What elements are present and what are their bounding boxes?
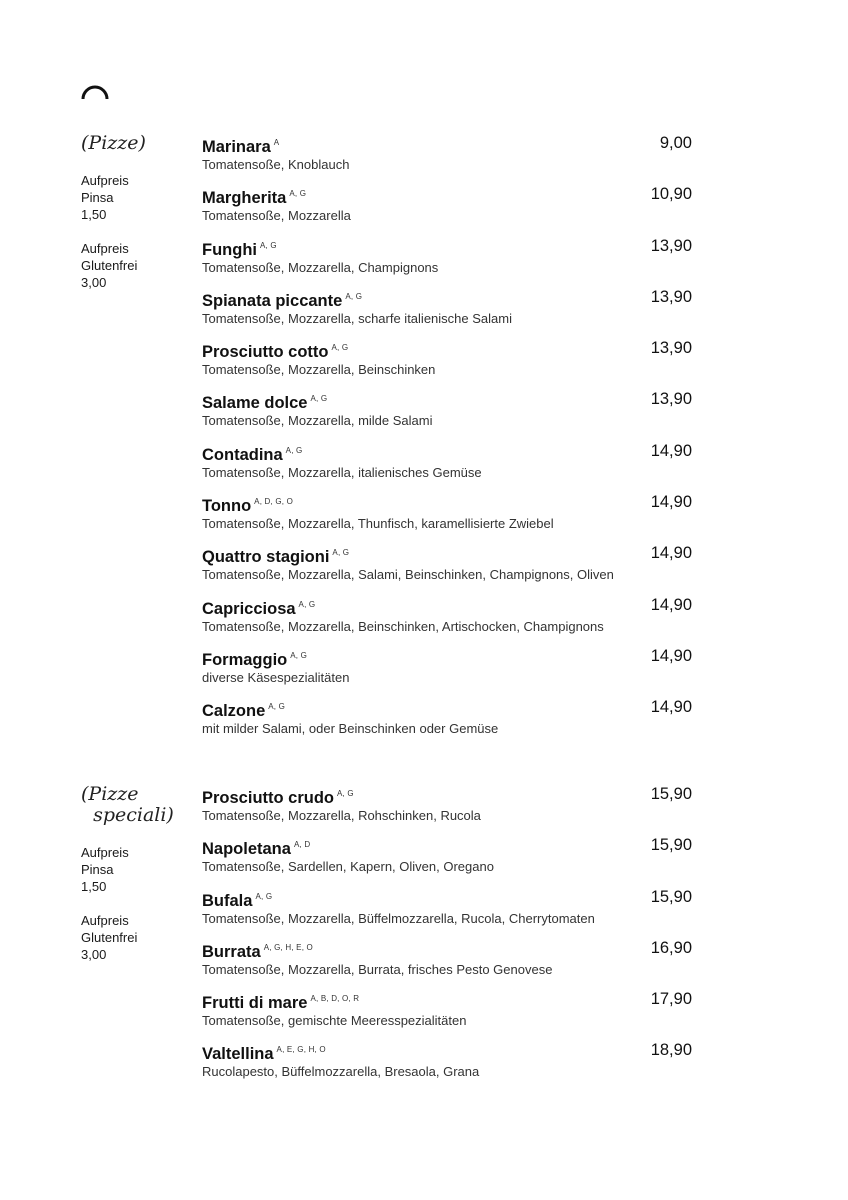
item-name: Burrata: [202, 942, 261, 961]
item-description: Tomatensoße, Mozzarella, Büffelmozzarella, Rucola, Cherrytomaten: [202, 910, 595, 926]
item-description: mit milder Salami, oder Beinschinken oder Gemüse: [202, 721, 499, 737]
item-description: Tomatensoße, Sardellen, Kapern, Oliven, Oregano: [202, 859, 494, 875]
menu-item: [202, 646, 694, 697]
item-price: 16,90: [650, 938, 692, 957]
item-description: Tomatensoße, Knoblauch: [202, 157, 350, 172]
item-description: Tomatensoße, Mozzarella, Burrata, frisches Pesto Genovese: [202, 961, 553, 977]
menu-item: [202, 543, 694, 594]
item-description: Tomatensoße, gemischte Meeresspezialitäten: [202, 1013, 467, 1029]
item-price: 13,90: [650, 287, 692, 306]
section-sidebar: [81, 784, 191, 980]
menu-item: [202, 697, 694, 748]
item-allergens: A: [273, 138, 280, 147]
surcharge-price: 1,50: [81, 207, 107, 222]
item-name: Salame dolce: [202, 394, 308, 413]
item-name: Marinara: [202, 138, 271, 156]
item-name: Bufala: [202, 891, 253, 910]
item-description: Tomatensoße, Mozzarella: [202, 208, 351, 224]
item-description: Tomatensoße, Mozzarella, Beinschinken: [202, 362, 436, 378]
menu-items: [202, 784, 694, 1092]
surcharge-label: Aufpreis: [81, 845, 129, 860]
item-price: 14,90: [650, 441, 692, 460]
menu-item: [202, 887, 694, 938]
menu-items: [202, 133, 694, 749]
item-description: Tomatensoße, Mozzarella, scharfe italienische Salami: [202, 310, 512, 326]
item-price: 10,90: [650, 185, 692, 204]
item-price: 15,90: [650, 785, 692, 803]
menu-item: [202, 389, 694, 440]
menu-item: [202, 784, 694, 835]
item-description: Tomatensoße, Mozzarella, milde Salami: [202, 413, 433, 429]
menu-item: [202, 1040, 694, 1091]
item-allergens: A, G: [310, 394, 328, 404]
surcharge-price: 3,00: [81, 947, 107, 962]
item-allergens: A, G: [255, 891, 273, 901]
menu-item: [202, 338, 694, 389]
section-sidebar: [81, 133, 191, 308]
item-name: Frutti di mare: [202, 994, 308, 1013]
surcharge-price: 1,50: [81, 879, 107, 894]
item-allergens: A, G: [337, 789, 354, 798]
menu-item: [202, 989, 694, 1040]
item-allergens: A, G: [289, 189, 307, 199]
item-allergens: A, D: [293, 840, 311, 850]
item-name: Formaggio: [202, 650, 288, 669]
item-name: Valtellina: [202, 1045, 274, 1064]
item-price: 15,90: [650, 887, 692, 906]
surcharge-pinsa: [81, 844, 191, 895]
item-description: Tomatensoße, Mozzarella, Salami, Beinschinken, Champignons, Oliven: [202, 567, 614, 583]
menu-item: [202, 441, 694, 492]
item-allergens: A, E, G, H, O: [276, 1045, 326, 1055]
item-price: 15,90: [650, 836, 692, 855]
menu-item: [202, 835, 694, 886]
surcharge-label: Aufpreis: [81, 241, 129, 256]
item-price: 13,90: [650, 390, 692, 409]
item-name: Prosciutto cotto: [202, 343, 329, 362]
item-name: Funghi: [202, 240, 257, 259]
item-description: diverse Käsespezialitäten: [202, 669, 350, 685]
menu-item: [202, 236, 694, 287]
surcharge-label: Aufpreis: [81, 913, 129, 928]
item-name: Capricciosa: [202, 599, 296, 618]
item-description: Tomatensoße, Mozzarella, italienisches Gemüse: [202, 464, 482, 480]
item-allergens: A, G: [268, 702, 286, 712]
menu-item: [202, 133, 694, 184]
item-description: Tomatensoße, Mozzarella, Champignons: [202, 259, 439, 275]
item-name: Tonno: [202, 497, 252, 516]
menu-item: [202, 492, 694, 543]
item-description: Tomatensoße, Mozzarella, Rohschinken, Rucola: [202, 808, 481, 823]
menu-item: [202, 184, 694, 235]
item-price: 13,90: [650, 236, 692, 255]
item-price: 9,00: [659, 134, 692, 152]
surcharge-pinsa: [81, 172, 191, 223]
item-allergens: A, G: [259, 240, 277, 250]
item-name: Quattro stagioni: [202, 548, 330, 567]
item-price: 18,90: [650, 1041, 692, 1060]
item-price: 14,90: [650, 544, 692, 563]
item-name: Prosciutto crudo: [202, 789, 335, 807]
item-allergens: A, G, H, E, O: [263, 942, 313, 952]
item-allergens: A, G: [285, 445, 303, 455]
item-description: Rucolapesto, Büffelmozzarella, Bresaola, Grana: [202, 1064, 480, 1080]
item-allergens: A, G: [331, 343, 349, 353]
item-name: Napoletana: [202, 840, 291, 859]
item-price: 14,90: [650, 493, 692, 512]
item-allergens: A, B, D, O, R: [310, 994, 360, 1004]
item-price: 17,90: [650, 990, 692, 1009]
surcharge-type: Glutenfrei: [81, 930, 138, 945]
item-price: 13,90: [650, 339, 692, 358]
surcharge-price: 3,00: [81, 275, 107, 290]
arch-icon: [80, 82, 110, 100]
item-allergens: A, G: [290, 650, 308, 660]
item-allergens: A, G: [345, 291, 363, 301]
item-allergens: A, G: [332, 548, 350, 558]
surcharge-type: Pinsa: [81, 190, 114, 205]
item-name: Margherita: [202, 189, 287, 208]
surcharge-glutenfrei: [81, 240, 191, 291]
item-name: Contadina: [202, 445, 283, 464]
item-price: 14,90: [650, 698, 692, 717]
item-allergens: A, G: [298, 599, 316, 609]
item-description: Tomatensoße, Mozzarella, Thunfisch, karamellisierte Zwiebel: [202, 516, 554, 532]
item-name: Spianata piccante: [202, 291, 343, 310]
section-title: (Pizze speciali): [81, 783, 174, 826]
menu-item: [202, 938, 694, 989]
surcharge-type: Glutenfrei: [81, 258, 138, 273]
item-price: 14,90: [650, 595, 692, 614]
surcharge-label: Aufpreis: [81, 173, 129, 188]
menu-item: [202, 595, 694, 646]
section-title: (Pizze): [81, 132, 146, 154]
item-price: 14,90: [650, 646, 692, 665]
item-allergens: A, D, G, O: [254, 497, 294, 507]
item-name: Calzone: [202, 702, 266, 721]
menu-item: [202, 287, 694, 338]
item-description: Tomatensoße, Mozzarella, Beinschinken, Artischocken, Champignons: [202, 618, 604, 634]
surcharge-glutenfrei: [81, 912, 191, 963]
surcharge-type: Pinsa: [81, 862, 114, 877]
